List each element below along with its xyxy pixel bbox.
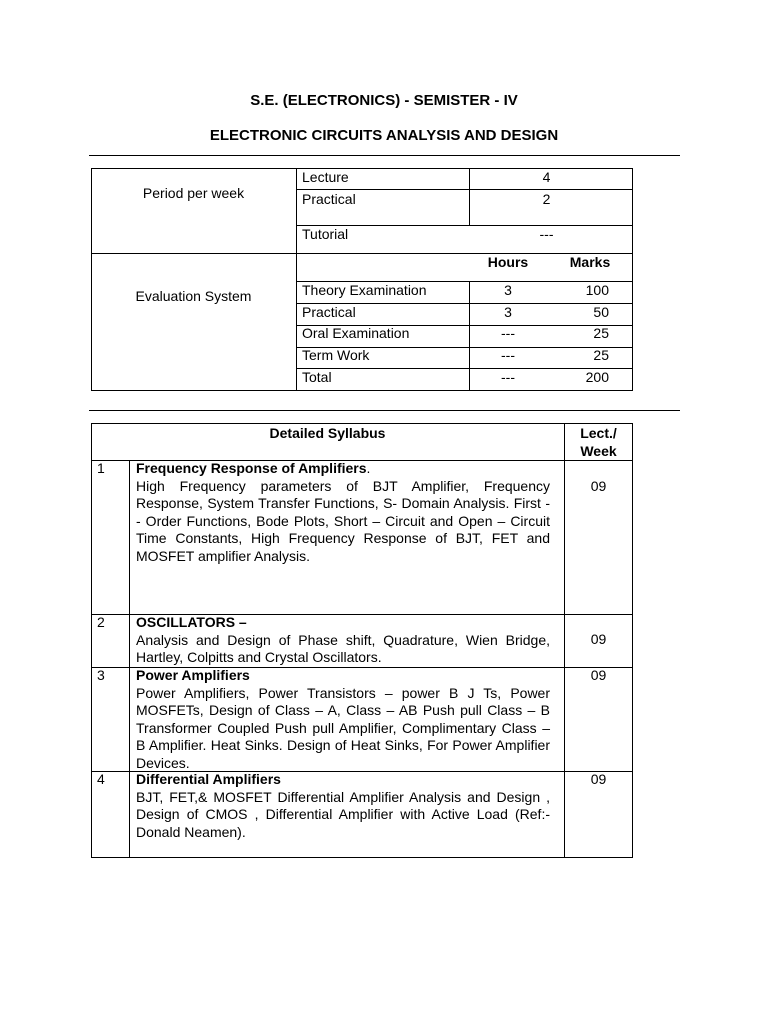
eval-row-marks: 25 [593,347,609,363]
module-body: High Frequency parameters of BJT Amplifier, Frequency Response, System Transfer Functions, S- Domain Analysis. First -- Order Functions, Bode Plots, Short – Circuit and Open – Circuit Time Constants, High Frequency Response of BJT, FET and MOSFET amplifier Analysis. [136,477,550,564]
module-number: 2 [97,614,105,630]
module-number: 1 [97,460,105,476]
eval-row-name: Theory Examination [302,282,427,298]
divider [89,155,680,156]
module-body: Analysis and Design of Phase shift, Quadrature, Wien Bridge, Hartley, Colpitts and Crystal Oscillators. [136,631,550,665]
eval-row-hours: --- [501,347,515,363]
module-lect-hours: 09 [590,478,607,494]
course-header: S.E. (ELECTRONICS) - SEMISTER - IV [250,92,518,109]
module-title: Differential Amplifiers [136,771,281,787]
module-lect-hours: 09 [590,771,607,787]
hours-header: Hours [487,254,529,270]
course-title: ELECTRONIC CIRCUITS ANALYSIS AND DESIGN [209,127,559,144]
period-row-value: --- [539,226,554,242]
eval-row-hours: 3 [504,304,512,320]
eval-row-marks: 25 [593,325,609,341]
period-row-value: 4 [542,169,551,185]
lect-heading: Lect./ Week [580,425,617,459]
eval-row-marks: 50 [593,304,609,320]
module-lect-hours: 09 [590,631,607,647]
eval-row-hours: --- [501,325,515,341]
eval-row-hours: 3 [504,282,512,298]
syllabus-heading: Detailed Syllabus [269,425,386,441]
module-description [136,771,550,841]
eval-row-name: Oral Examination [302,325,410,341]
module-description [136,614,550,667]
evaluation-label: Evaluation System [135,288,252,304]
syllabus-table [91,423,633,858]
marks-header: Marks [569,254,611,270]
period-row-name: Tutorial [302,226,349,242]
eval-row-marks: 100 [585,282,609,298]
module-body: Power Amplifiers, Power Transistors – power B J Ts, Power MOSFETs, Design of Class – A, Class – AB Push pull Class – B Transformer Coupled Push pull Amplifier, Complimentary Class – B Amplifier. Heat Sinks. Design of Heat Sinks, For Power Amplifier Devices. [136,684,550,771]
module-description [136,667,550,772]
eval-row-name: Term Work [302,347,370,363]
module-body: BJT, FET,& MOSFET Differential Amplifier Analysis and Design , Design of CMOS , Differential Amplifier with Active Load (Ref:- Donald Neamen). [136,788,550,840]
period-row-name: Practical [302,191,356,207]
module-title: OSCILLATORS – [136,614,247,630]
eval-row-marks: 200 [585,369,609,385]
period-row-name: Lecture [302,169,349,185]
period-evaluation-table [91,168,633,391]
period-row-value: 2 [542,191,551,207]
module-description: Frequency Response of Amplifiers. High Frequency parameters of BJT Amplifier, Frequency Response, System Transfer Functions, S- Domain Analysis. First -- Order Functions, Bode Plots, Short – Circuit and Open – Circuit Time Constants, High Frequency Response of BJT, FET and MOSFET amplifier Analysis. [136,460,550,564]
module-lect-hours: 09 [590,667,607,683]
eval-row-name: Total [302,369,332,385]
module-number: 4 [97,771,105,787]
divider [89,410,680,411]
module-number: 3 [97,667,105,683]
module-title: Power Amplifiers [136,667,250,683]
module-title: Frequency Response of Amplifiers [136,460,367,476]
eval-row-hours: --- [501,369,515,385]
period-label: Period per week [142,185,245,201]
eval-row-name: Practical [302,304,356,320]
